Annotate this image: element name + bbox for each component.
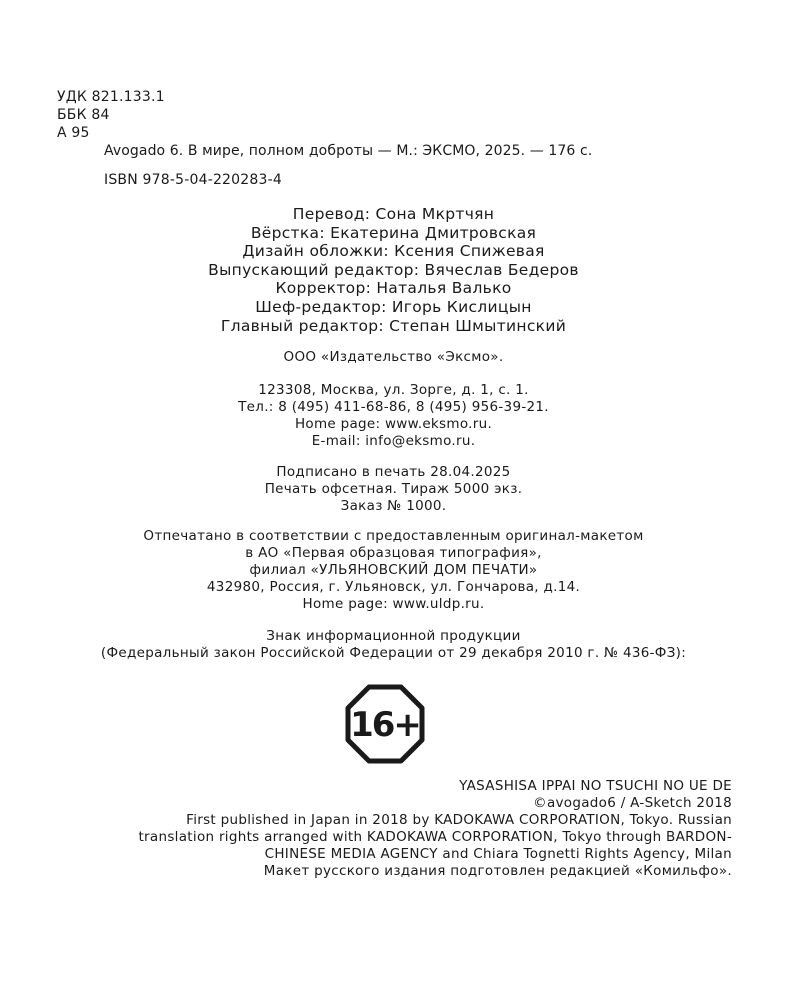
printer-line: 432980, Россия, г. Ульяновск, ул. Гончарова, д.14. — [206, 579, 581, 595]
publisher-contacts — [0, 382, 787, 450]
rights-line: ©avogado6 / A-Sketch 2018 — [533, 795, 732, 811]
age-rating-badge — [345, 684, 425, 764]
contact-line: 123308, Москва, ул. Зорге, д. 1, с. 1. — [258, 382, 529, 398]
rights-line: YASASHISA IPPAI NO TSUCHI NO UE DE — [459, 778, 732, 794]
credit-line: Перевод: Сона Мкртчян — [292, 205, 495, 223]
print-info — [0, 464, 787, 515]
credit-line: Вёрстка: Екатерина Дмитровская — [250, 223, 537, 242]
bbk-code: ББК 84 — [57, 107, 110, 123]
info-product-sign — [0, 628, 787, 662]
publisher-line: ООО «Издательство «Эксмо». — [283, 349, 504, 365]
rights-block — [32, 778, 732, 880]
credits-list — [0, 205, 787, 335]
printer-line: Home page: www.uldp.ru. — [302, 596, 485, 612]
publisher-name — [0, 349, 787, 366]
credit-line: Главный редактор: Степан Шмытинский — [220, 316, 567, 335]
printer-line: филиал «УЛЬЯНОВСКИЙ ДОМ ПЕЧАТИ» — [249, 562, 538, 578]
contact-line: Тел.: 8 (495) 411-68-86, 8 (495) 956-39-21. — [238, 399, 549, 415]
rights-line: translation rights arranged with KADOKAWA CORPORATION, Tokyo through BARDON- — [138, 829, 732, 845]
sign-line: Знак информационной продукции — [266, 628, 521, 644]
printer-line: в АО «Первая образцовая типография», — [245, 545, 542, 561]
classification-codes — [57, 88, 165, 142]
rights-line: Макет русского издания подготовлен редакцией «Комильфо». — [263, 863, 732, 879]
credit-line: Корректор: Наталья Валько — [275, 279, 512, 298]
rights-line: First published in Japan in 2018 by KADOKAWA CORPORATION, Tokyo. Russian — [186, 812, 732, 828]
contact-line: E-mail: info@eksmo.ru. — [311, 433, 476, 449]
contact-line: Home page: www.eksmo.ru. — [294, 416, 493, 432]
udk-code: УДК 821.133.1 — [57, 89, 165, 105]
printer-line: Отпечатано в соответствии с предоставленным оригинал-макетом — [143, 528, 644, 544]
print-info-line: Заказ № 1000. — [340, 498, 447, 514]
rights-line: CHINESE MEDIA AGENCY and Chiara Tognetti Rights Agency, Milan — [264, 846, 732, 862]
print-info-line: Подписано в печать 28.04.2025 — [276, 464, 511, 480]
credit-line: Выпускающий редактор: Вячеслав Бедеров — [208, 260, 579, 279]
bibliographic-entry: Avogado 6. В мире, полном доброты — М.: ЭКСМО, 2025. — 176 с. — [104, 143, 593, 159]
sign-line: (Федеральный закон Российской Федерации от 29 декабря 2010 г. № 436-ФЗ): — [100, 645, 687, 661]
printer-info — [0, 528, 787, 613]
credit-line: Дизайн обложки: Ксения Спижевая — [242, 242, 545, 261]
print-info-line: Печать офсетная. Тираж 5000 экз. — [264, 481, 523, 497]
author-mark: А 95 — [57, 125, 90, 141]
credit-line: Шеф-редактор: Игорь Кислицын — [255, 297, 532, 316]
age-rating-octagon-icon — [345, 684, 425, 764]
age-rating-label: 16+ — [350, 705, 420, 745]
isbn: ISBN 978-5-04-220283-4 — [104, 172, 282, 188]
